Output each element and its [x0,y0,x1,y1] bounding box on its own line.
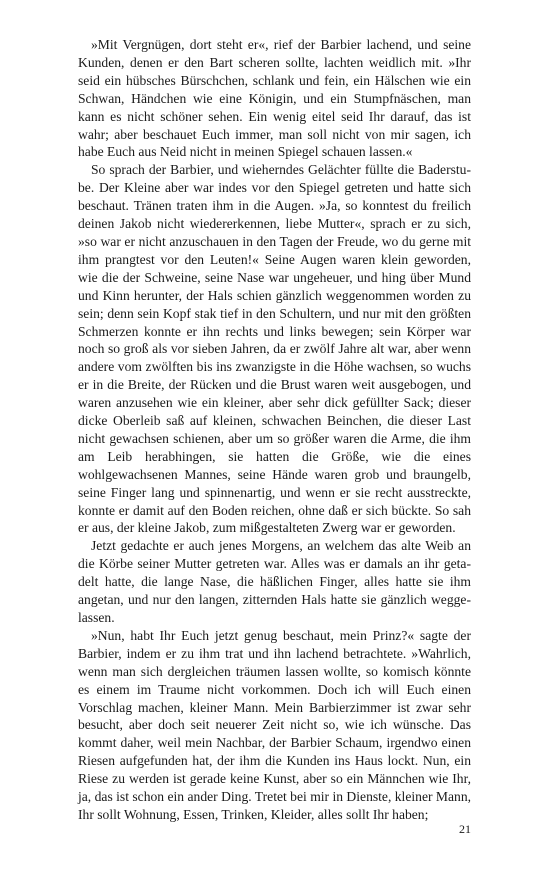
paragraph: »Nun, habt Ihr Euch jetzt genug beschaut, mein Prinz?« sagte der Barbier, indem er zu ihm trat und ihn lachend betrachtete. »Wahrlich, wenn man sich dergleichen träumen lassen wollte, so komisch könnte es einem im Traume nicht vorkommen. Doch ich will Euch einen Vorschlag machen, kleiner Mann. Mein Barbierzimmer ist zwar sehr besucht, aber doch seit neuerer Zeit nicht so, wie ich wünsche. Das kommt daher, weil mein Nachbar, der Barbier Schaum, irgendwo einen Riesen aufgefunden hat, der ihm die Kunden ins Haus lockt. Nun, ein Riese zu werden ist gerade keine Kunst, aber so ein Männchen wie Ihr, ja, das ist schon ein ander Ding. Tretet bei mir in Dienste, kleiner Mann, Ihr sollt Wohnung, Essen, Trinken, Kleider, alles sollt Ihr haben; [78,627,472,822]
page-number: 21 [459,822,471,836]
paragraph: »Mit Vergnügen, dort steht er«, rief der Barbier lachend, und seine Kunden, denen er den Bart scheren sollte, lachten weidlich mit. »Ihr seid ein hübsches Bürschchen, schlank und fein, ein Hälschen wie ein Schwan, Händchen wie eine Königin, und ein Stumpfnäschen, man kann es nicht schöner sehen. Ein wenig eitel seid Ihr darauf, das ist wahr; aber beschauet Euch immer, man soll nicht von mir sagen, ich habe Euch aus Neid nicht in meinen Spiegel schauen lassen.« [78,37,471,160]
body-text [78,36,471,824]
paragraph: So sprach der Barbier, und wieherndes Gelächter füllte die Baderstube. Der Kleine aber war indes vor den Spiegel getreten und hatte sich beschaut. Tränen traten ihm in die Augen. »Ja, so konntest du freilich deinen Jakob nicht wiedererkennen, liebe Mutter«, sprach er zu sich, »so war er nicht anzuschauen in den Tagen der Freude, wo du gerne mit ihm prangtest vor den Leuten!« Seine Augen waren klein geworden, wie die der Schweine, seine Nase war ungeheuer, und hing über Mund und Kinn herunter, der Hals schien gänzlich weggenommen worden zu sein; denn sein Kopf stak tief in den Schultern, und nur mit den größten Schmerzen konnte er ihn rechts und links bewegen; sein Körper war noch so groß als vor sieben Jahren, da er zwölf Jahre alt war, aber wenn andere vom zwölften bis ins zwanzigste in die Höhe wachsen, so wuchs er in die Breite, der Rücken und die Brust waren weit ausgebogen, und waren anzusehen wie ein kleiner, aber sehr dick gefüllter Sack; dieser dicke Oberleib saß auf kleinen, schwachen Beinchen, die dieser Last nicht gewachsen schienen, aber um so größer waren die Arme, die ihm am Leib herabhingen, sie hatten die Größe, wie die eines wohlgewachsenen Mannes, seine Hände waren grob und braungelb, seine Finger lang und spinnenartig, und wenn er sie recht ausstreckte, konnte er damit auf den Boden reichen, ohne daß er sich bückte. So sah er aus, der kleine Jakob, zum mißgestalteten Zwerg war er geworden. [78,162,471,536]
paragraph: Jetzt gedachte er auch jenes Morgens, an welchem das alte Weib an die Körbe seiner Mutter getreten war. Alles was er damals an ihr getadelt hatte, die lange Nase, die häßlichen Finger, alles hatte sie ihm angetan, und nur den langen, zitternden Hals hatte sie gänzlich weggelassen. [78,538,471,625]
